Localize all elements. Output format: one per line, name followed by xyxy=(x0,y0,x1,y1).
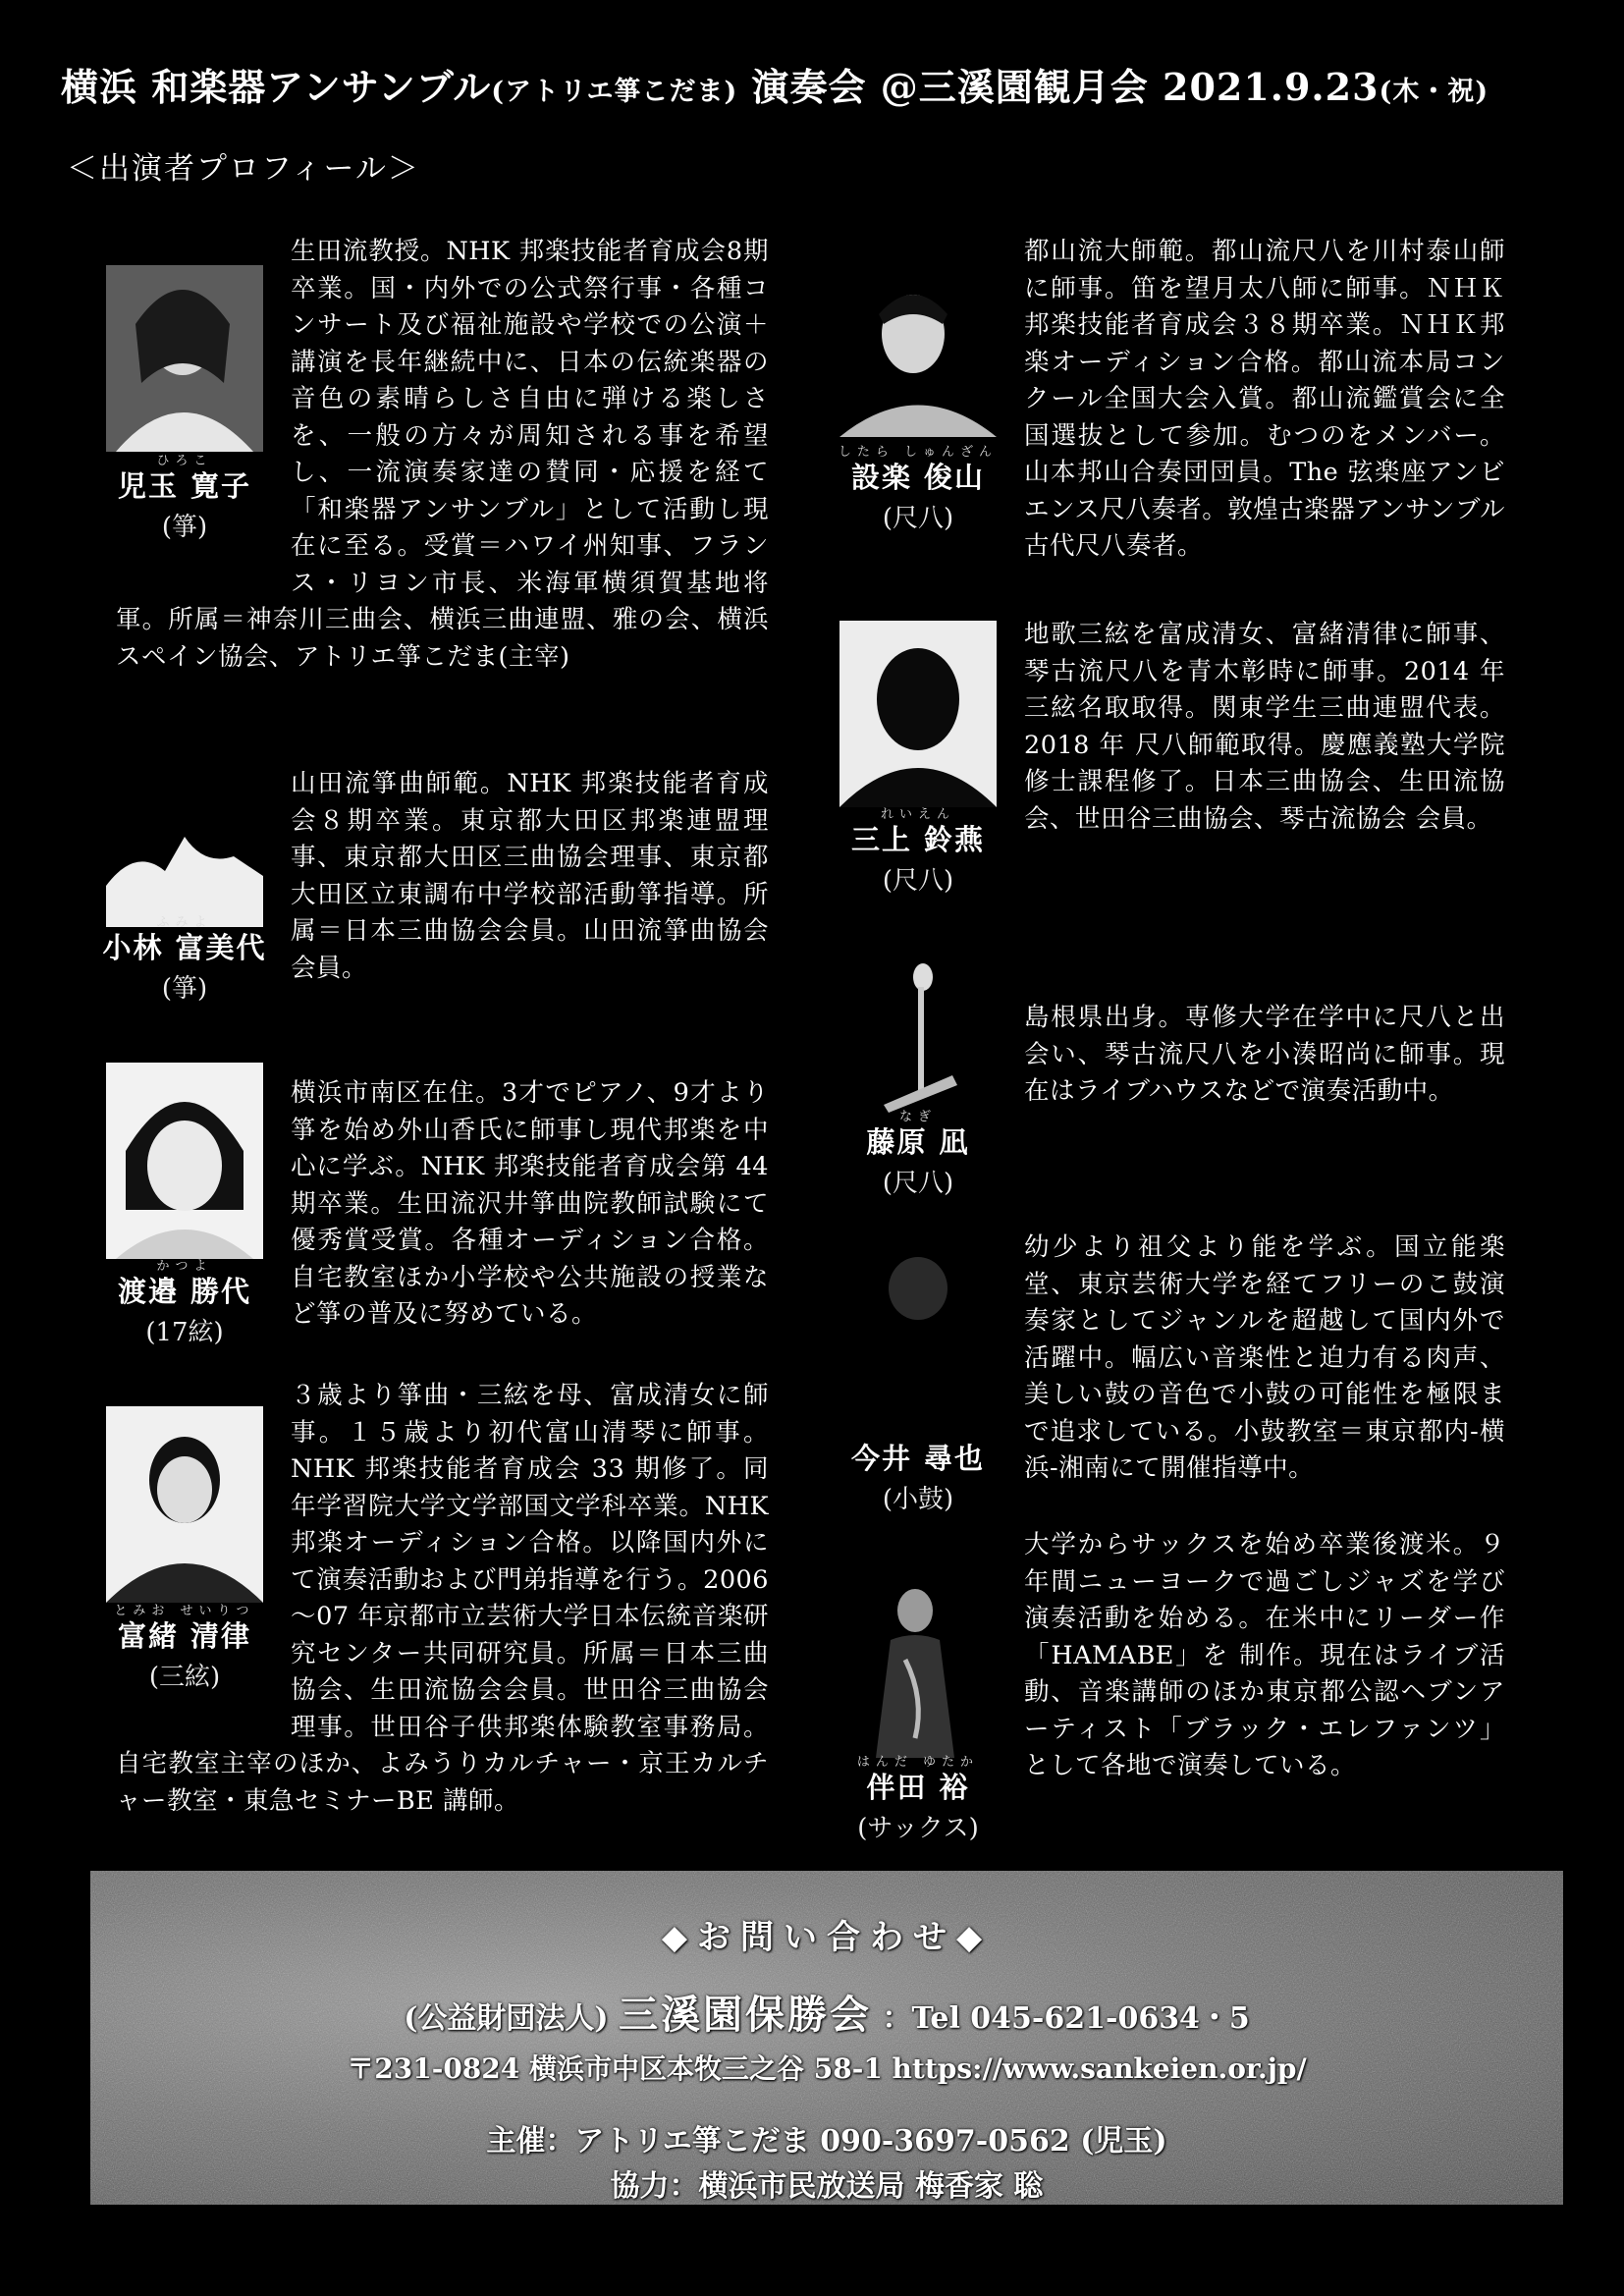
contact-host: 主催：アトリエ箏こだま 090-3697-0562 (児玉) xyxy=(486,2124,1167,2159)
performer-instrument: (17絃) xyxy=(145,1318,224,1347)
performer-bio xyxy=(1024,1230,1505,1488)
performer-instrument: (尺八) xyxy=(882,866,954,896)
performer-instrument: (尺八) xyxy=(882,1169,954,1198)
profile-heading: ＜出演者プロフィール＞ xyxy=(67,151,420,187)
contact-panel xyxy=(90,1871,1563,2205)
performer-bio-text: 地歌三絃を富成清女、富緒清律に師事、琴古流尺八を青木彰時に師事。2014 年 三絃名取取得。関東学生三曲連盟代表。2018 年 尺八師範取得。慶應義塾大学院修士課程修了。日本三曲協会、生田流協会、世田谷三曲協会、琴古流協会 会員。 xyxy=(1024,620,1505,834)
performer-instrument: (小鼓) xyxy=(882,1485,954,1514)
performer-name-block xyxy=(77,915,293,1007)
contact-org-prefix: (公益財団法人) xyxy=(404,2001,609,2036)
performer-name: 今井 尋也 xyxy=(850,1442,986,1475)
performer-name-block xyxy=(810,807,1026,899)
performer-reading xyxy=(810,1426,1026,1441)
performer-bio xyxy=(1024,234,1505,566)
performer-photo-imai xyxy=(839,1239,997,1426)
performer-bio-text: 都山流大師範。都山流尺八を川村泰山師に師事。笛を望月太八師に師事。ＮＨＫ邦楽技能者育成会３８期卒業。ＮＨＫ邦楽オーディション合格。都山流本局コンクール全国大会入賞。都山流鑑賞会に全国選抜として参加。むつのをメンバー。山本邦山合奏団団員。The 弦楽座アンビエンス尺八奏者。敦煌古楽器アンサンブル古代尺八奏者。 xyxy=(1024,237,1505,561)
performer-name: 小林 富美代 xyxy=(102,931,267,964)
title-date-suffix: (木・祝) xyxy=(1379,77,1489,107)
contact-phone: ：Tel 045-621-0634・5 xyxy=(882,2001,1250,2036)
performer-bio xyxy=(291,1075,769,1334)
performer-photo-handa xyxy=(846,1571,984,1758)
performer-reading: かつよ xyxy=(156,1259,213,1274)
performer-bio xyxy=(116,234,769,676)
performer-bio-text: 島根県出身。専修大学在学中に尺八と出会い、琴古流尺八を小湊昭尚に師事。現在はライブハウスなどで演奏活動中。 xyxy=(1024,1003,1505,1106)
performer-reading: ひろこ xyxy=(156,454,213,468)
performer-bio xyxy=(116,1378,769,1820)
performer-name: 児玉 寛子 xyxy=(117,469,252,503)
performer-name-block xyxy=(810,1426,1026,1517)
performer-reading: したら しゅんざん xyxy=(838,445,999,460)
performer-name: 渡邉 勝代 xyxy=(117,1275,252,1308)
performer-photo-watanabe xyxy=(106,1063,263,1259)
performer-photo-mikami xyxy=(839,621,997,807)
performer-reading: なぎ xyxy=(898,1110,937,1124)
performer-bio xyxy=(1024,617,1505,838)
performer-instrument: (箏) xyxy=(161,974,208,1004)
contact-organization xyxy=(90,1984,1563,2040)
performer-name: 富緒 清律 xyxy=(117,1619,252,1653)
performer-bio-text: ３歳より箏曲・三絃を母、富成清女に師事。１５歳より初代富山清琴に師事。NHK 邦楽技能者育成会 33 期修了。同年学習院大学文学部国文学科卒業。NHK 邦楽オーディション合格。以降国内外にて演奏活動および門弟指導を行う。2006～07 年京都市立芸術大学日本伝統音楽研究センター共同研究員。所属＝日本三曲協会、生田流協会会員。世田谷三曲協会理事。世田谷子供邦楽体験教室事務局。自宅教室主宰のほか、よみうりカルチャー・京王カルチャー教室・東急セミナーBE 講師。 xyxy=(116,1381,769,1816)
performer-instrument: (サックス) xyxy=(857,1814,979,1843)
poster-title xyxy=(61,57,1593,111)
title-event: 演奏会 @三溪園観月会 2021.9.23 xyxy=(737,65,1380,109)
performer-name: 伴田 裕 xyxy=(866,1771,970,1804)
performer-bio xyxy=(291,766,769,987)
contact-address: 〒231-0824 横浜市中区本牧三之谷 58-1 https://www.sankeien.or.jp/ xyxy=(347,2052,1307,2085)
performer-reading: はんだ ゆたか xyxy=(856,1755,980,1770)
performer-reading: れいえん xyxy=(880,807,955,822)
performer-name: 三上 鈴燕 xyxy=(850,823,986,856)
performer-bio-text: 生田流教授。NHK 邦楽技能者育成会8期卒業。国・内外での公式祭行事・各種コンサート及び福祉施設や学校での公演＋講演を長年継続中に、日本の伝統楽器の音色の素晴らしさ自由に弾ける楽しさを、一般の方々が周知される事を希望し、一流演奏家達の賛同・応援を経て「和楽器アンサンブル」として活動し現在に至る。受賞＝ハワイ州知事、フランス・リヨン市長、米海軍横須賀基地将軍。所属＝神奈川三曲会、横浜三曲連盟、雅の会、横浜スペイン協会、アトリエ箏こだま(主宰) xyxy=(116,237,769,672)
contact-org-name: 三溪園保勝会 xyxy=(619,1992,873,2038)
performer-photo-kobayashi xyxy=(106,817,263,927)
performer-name-block xyxy=(810,1110,1026,1201)
contact-cooperation: 協力：横浜市民放送局 梅香家 聡 xyxy=(610,2169,1044,2204)
performer-name: 設楽 俊山 xyxy=(850,461,986,494)
performer-instrument: (三絃) xyxy=(148,1663,221,1692)
performer-bio-text: 山田流箏曲師範。NHK 邦楽技能者育成会８期卒業。東京都大田区邦楽連盟理事、東京都大田区三曲協会理事、東京都大田区立東調布中学校部活動箏指導。所属＝日本三曲協会会員。山田流箏曲協会会員。 xyxy=(291,769,769,983)
performer-instrument: (尺八) xyxy=(882,504,954,533)
title-paren: (アトリエ箏こだま) xyxy=(491,77,738,107)
title-main: 横浜 和楽器アンサンブル xyxy=(61,65,492,109)
performer-bio xyxy=(1024,1527,1505,1785)
performer-bio-text: 大学からサックスを始め卒業後渡米。９年間ニューヨークで過ごしジャズを学び演奏活動を始める。在米中にリーダー作「HAMABE」を 制作。現在はライブ活動、音楽講師のほか東京都公認ヘブンアーティスト「ブラック・エレファンツ」として各地で演奏している。 xyxy=(1024,1530,1505,1780)
performer-bio xyxy=(1024,1000,1505,1111)
performer-name-block xyxy=(77,1259,293,1350)
performer-instrument: (箏) xyxy=(161,513,208,542)
performer-name: 藤原 凪 xyxy=(866,1125,970,1159)
performer-name-block xyxy=(810,445,1026,536)
performer-reading: ふみよ xyxy=(156,915,213,930)
performer-photo-fujiwara xyxy=(864,957,972,1115)
performer-bio-text: 横浜市南区在住。3才でピアノ、9才より箏を始め外山香氏に師事し現代邦楽を中心に学ぶ。NHK 邦楽技能者育成会第 44 期卒業。生田流沢井箏曲院教師試験にて優秀賞受賞。各種オーディション合格。自宅教室ほか小学校や公共施設の授業など箏の普及に努めている。 xyxy=(291,1078,769,1329)
performer-reading: とみお せいりつ xyxy=(114,1604,255,1618)
performer-name-block xyxy=(810,1755,1026,1846)
performer-bio-text: 幼少より祖父より能を学ぶ。国立能楽堂、東京芸術大学を経てフリーのこ鼓演奏家としてジャンルを超越して国内外で活躍中。幅広い音楽性と迫力有る肉声、美しい鼓の音色で小鼓の可能性を極限まで追求している。小鼓教室＝東京都内-横浜-湘南にて開催指導中。 xyxy=(1024,1232,1505,1483)
performer-photo-shitara xyxy=(839,270,997,437)
contact-title: ◆お問い合わせ◆ xyxy=(661,1918,993,1957)
